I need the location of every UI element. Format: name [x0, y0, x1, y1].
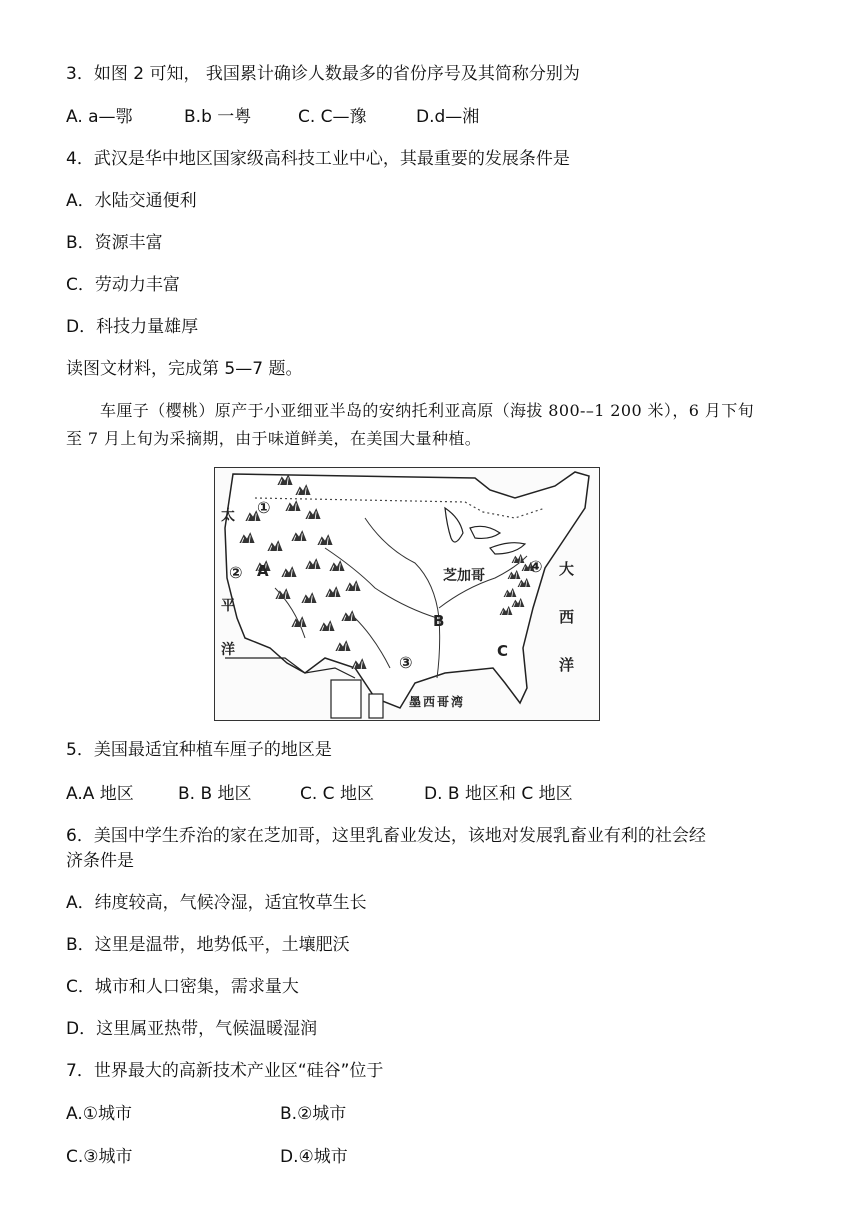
- q4-option-d: D．科技力量雄厚: [66, 317, 199, 337]
- map-label-4: ④: [529, 557, 543, 576]
- q3-option-d: D.d—湘: [416, 107, 480, 127]
- q7-option-b: B.②城市: [280, 1104, 347, 1124]
- map-label-chicago: 芝加哥: [443, 568, 485, 584]
- map-label-1: ①: [257, 498, 271, 517]
- q4-stem: 4．武汉是华中地区国家级高科技工业中心，其最重要的发展条件是: [66, 149, 570, 169]
- q6-option-b: B．这里是温带，地势低平，土壤肥沃: [66, 935, 350, 955]
- q7-options-row2: [66, 1145, 348, 1169]
- usa-map: [214, 467, 600, 721]
- map-label-b: B: [433, 612, 445, 630]
- q6-option-c: C．城市和人口密集，需求量大: [66, 977, 299, 997]
- q4-option-b: B．资源丰富: [66, 233, 163, 253]
- inset-box-small: [369, 694, 383, 718]
- q5-option-d: D. B 地区和 C 地区: [424, 784, 573, 804]
- q5-option-a: A.A 地区: [66, 784, 134, 804]
- map-label-atlantic-3: 洋: [559, 656, 575, 674]
- map-label-gulf: 墨西哥湾: [409, 695, 466, 709]
- q6-stem-line1: 6．美国中学生乔治的家在芝加哥，这里乳畜业发达，该地对发展乳畜业有利的社会经: [66, 826, 706, 846]
- map-label-c: C: [497, 642, 509, 660]
- q5-stem: 5．美国最适宜种植车厘子的地区是: [66, 740, 332, 760]
- map-label-atlantic-1: 大: [559, 560, 575, 578]
- map-label-pacific-2: 平: [221, 598, 235, 614]
- q6-stem-line2: 济条件是: [66, 851, 134, 871]
- map-label-pacific-1: 太: [221, 508, 235, 524]
- q3-stem: 3．如图 2 可知， 我国累计确诊人数最多的省份序号及其简称分别为: [66, 64, 580, 84]
- q5-option-c: C. C 地区: [300, 784, 374, 804]
- q3-option-b: B.b 一粤: [184, 107, 252, 127]
- map-label-3: ③: [399, 653, 413, 672]
- q7-options-row1: [66, 1102, 346, 1126]
- q3-options: [66, 105, 479, 129]
- q4-option-a: A．水陆交通便利: [66, 191, 197, 211]
- q7-option-c: C.③城市: [66, 1147, 133, 1167]
- q6-option-a: A．纬度较高，气候冷湿，适宜牧草生长: [66, 893, 367, 913]
- usa-map-svg: [215, 468, 599, 720]
- q7-option-a: A.①城市: [66, 1104, 132, 1124]
- map-label-atlantic-2: 西: [559, 608, 575, 626]
- q7-stem: 7．世界最大的高新技术产业区“硅谷”位于: [66, 1061, 384, 1081]
- inset-box: [331, 680, 361, 718]
- q4-option-c: C．劳动力丰富: [66, 275, 180, 295]
- section-intro: 读图文材料，完成第 5—7 题。: [66, 359, 303, 379]
- q3-option-c: C. C—豫: [298, 107, 367, 127]
- q7-option-d: D.④城市: [280, 1147, 348, 1167]
- q3-option-a: A. a—鄂: [66, 107, 133, 127]
- map-label-a: A: [257, 562, 269, 580]
- q5-option-b: B. B 地区: [178, 784, 252, 804]
- q5-options: [66, 782, 573, 806]
- material-paragraph: 车厘子（樱桃）原产于小亚细亚半岛的安纳托利亚高原（海拔 800-–1 200 米），6 月下旬至 7 月上旬为采摘期，由于味道鲜美，在美国大量种植。: [66, 401, 754, 448]
- map-label-2: ②: [229, 563, 243, 582]
- q6-option-d: D．这里属亚热带，气候温暖湿润: [66, 1019, 318, 1039]
- map-label-pacific-3: 洋: [221, 642, 235, 658]
